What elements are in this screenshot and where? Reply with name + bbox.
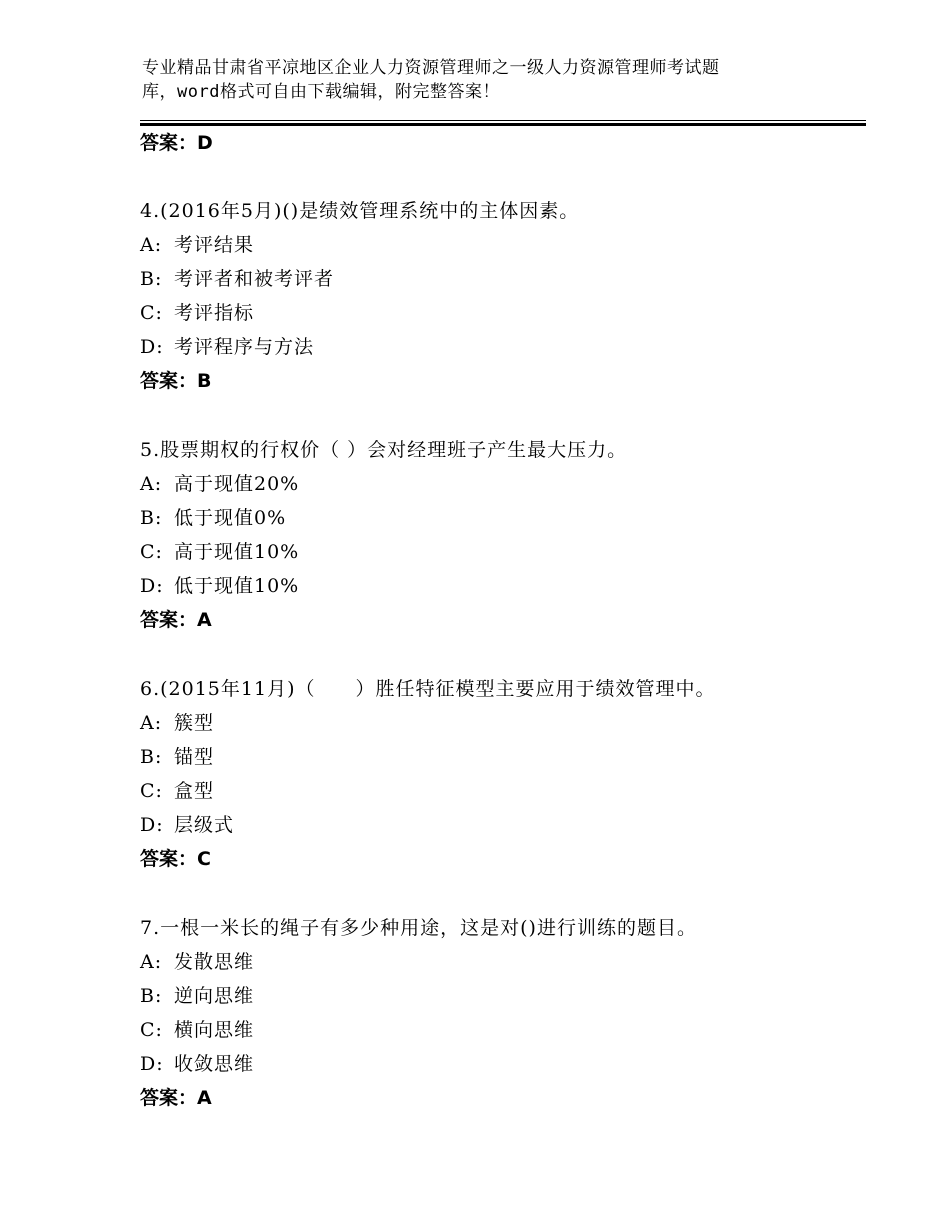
option-letter: A: [140,712,163,734]
option-text: 低于现值0% [174,507,287,529]
option-letter: C: [140,541,163,563]
answer-previous-question: 答案：D [140,132,213,154]
option-a [140,233,860,267]
question-4 [140,199,860,403]
option-letter: A: [140,473,163,495]
option-a [140,711,860,745]
option-text: 逆向思维 [174,985,255,1007]
option-c [140,1018,860,1052]
question-text: 5.股票期权的行权价（ ）会对经理班子产生最大压力。 [140,439,628,461]
option-text: 横向思维 [174,1019,255,1041]
option-a [140,950,860,984]
option-letter: A: [140,951,163,973]
option-b [140,506,860,540]
option-letter: D: [140,1053,164,1075]
option-text: 高于现值10% [174,541,300,563]
option-c [140,779,860,813]
question-text: 4.(2016年5月)()是绩效管理系统中的主体因素。 [140,200,580,222]
answer: 答案：A [140,1087,212,1109]
header-line-2: 库，word格式可自由下载编辑，附完整答案！ [142,82,500,102]
option-text: 考评指标 [174,302,255,324]
question-7 [140,916,860,1120]
option-text: 考评结果 [174,234,255,256]
header-rule-thin [140,120,866,121]
option-letter: B: [140,746,163,768]
option-d [140,335,860,369]
option-d [140,574,860,608]
option-letter: D: [140,575,164,597]
header-rule-thick [140,123,866,126]
option-letter: B: [140,268,163,290]
option-letter: B: [140,985,163,1007]
option-b [140,267,860,301]
option-b [140,984,860,1018]
option-letter: C: [140,780,163,802]
option-b [140,745,860,779]
option-letter: D: [140,814,164,836]
answer: 答案：A [140,609,212,631]
question-6 [140,677,860,881]
option-text: 考评程序与方法 [174,336,315,358]
option-letter: A: [140,234,163,256]
header-line-1: 专业精品甘肃省平凉地区企业人力资源管理师之一级人力资源管理师考试题 [142,58,720,78]
option-text: 层级式 [174,814,235,836]
option-letter: D: [140,336,164,358]
question-text: 7.一根一米长的绳子有多少种用途，这是对()进行训练的题目。 [140,917,697,939]
option-c [140,540,860,574]
option-text: 簇型 [174,712,215,734]
option-a [140,472,860,506]
answer: 答案：B [140,370,212,392]
option-text: 考评者和被考评者 [174,268,335,290]
document-header [142,56,842,104]
option-text: 发散思维 [174,951,255,973]
option-text: 锚型 [174,746,215,768]
answer: 答案：C [140,848,211,870]
option-d [140,813,860,847]
option-text: 盒型 [174,780,215,802]
question-5 [140,438,860,642]
option-text: 低于现值10% [174,575,300,597]
option-letter: C: [140,1019,163,1041]
option-text: 收敛思维 [174,1053,255,1075]
option-d [140,1052,860,1086]
option-c [140,301,860,335]
option-text: 高于现值20% [174,473,300,495]
question-text: 6.(2015年11月)（ ）胜任特征模型主要应用于绩效管理中。 [140,678,716,700]
option-letter: C: [140,302,163,324]
option-letter: B: [140,507,163,529]
